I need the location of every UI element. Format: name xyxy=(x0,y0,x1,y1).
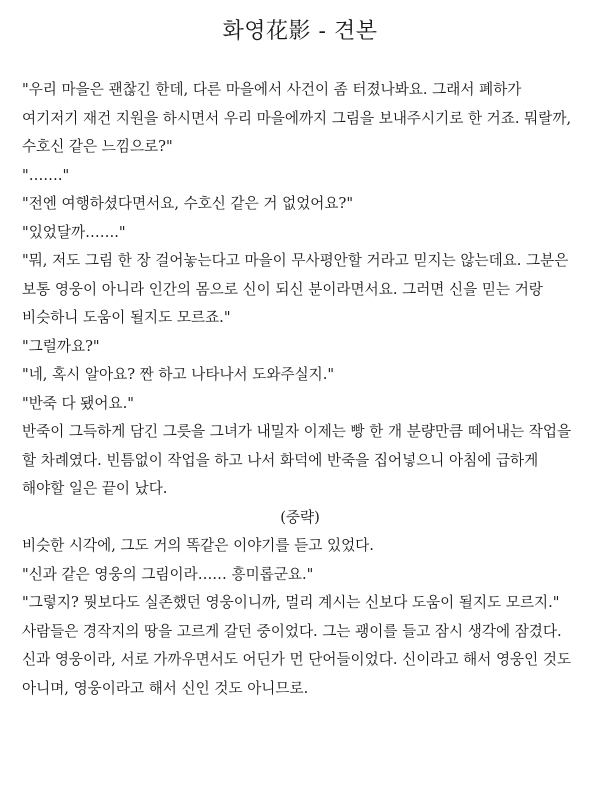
paragraph: "그럴까요?" xyxy=(22,337,100,355)
paragraph: "그렇지? 뭣보다도 실존했던 영웅이니까, 멀리 계시는 신보다 도움이 될지도 모르지." xyxy=(22,594,560,611)
paragraph: "우리 마을은 괜찮긴 한데, 다른 마을에서 사건이 좀 터졌나봐요. 그래서 폐하가 여기저기 재건 지원을 하시면서 우리 마을에까지 그림을 보내주시기로 한 거죠. 뭐랄까, 수호신 같은 느낌으로?" xyxy=(22,81,572,155)
paragraph: "……." xyxy=(22,166,70,184)
paragraph: "네, 혹시 알아요? 짠 하고 나타나서 도와주실지." xyxy=(22,366,335,383)
paragraph: 반죽이 그득하게 담긴 그릇을 그녀가 내밀자 이제는 빵 한 개 분량만큼 떼어내는 작업을 할 차례였다. 빈틈없이 작업을 하고 나서 화덕에 반죽을 집어넣으니 아침에 급하게 해야할 일은 끝이 났다. xyxy=(22,423,572,497)
paragraph: "신과 같은 영웅의 그림이라…… 흥미롭군요." xyxy=(22,565,314,583)
paragraph: 사람들은 경작지의 땅을 고르게 갈던 중이었다. 그는 괭이를 들고 잠시 생각에 잠겼다. 신과 영웅이라, 서로 가까우면서도 어딘가 먼 단어들이었다. 신이라고 해서 영웅인 것도 아니며, 영웅이라고 해서 신인 것도 아니므로. xyxy=(22,622,572,697)
paragraph: "전엔 여행하셨다면서요, 수호신 같은 거 없었어요?" xyxy=(22,195,354,212)
document-title: 화영花影 - 견본 xyxy=(222,19,378,44)
paragraph: "반죽 다 됐어요." xyxy=(22,394,134,412)
paragraph: "뭐, 저도 그림 한 장 걸어놓는다고 마을이 무사평안할 거라고 믿지는 않는데요. 그분은 보통 영웅이 아니라 인간의 몸으로 신이 되신 분이라면서요. 그러면 신을 믿는 거랑 비슷하니 도움이 될지도 모르죠." xyxy=(22,252,569,326)
paragraph: 비슷한 시각에, 그도 거의 똑같은 이야기를 듣고 있었다. xyxy=(22,537,374,554)
section-break-label: (중략) xyxy=(280,508,320,526)
paragraph: "있었달까……." xyxy=(22,223,126,241)
document-body xyxy=(22,76,578,703)
